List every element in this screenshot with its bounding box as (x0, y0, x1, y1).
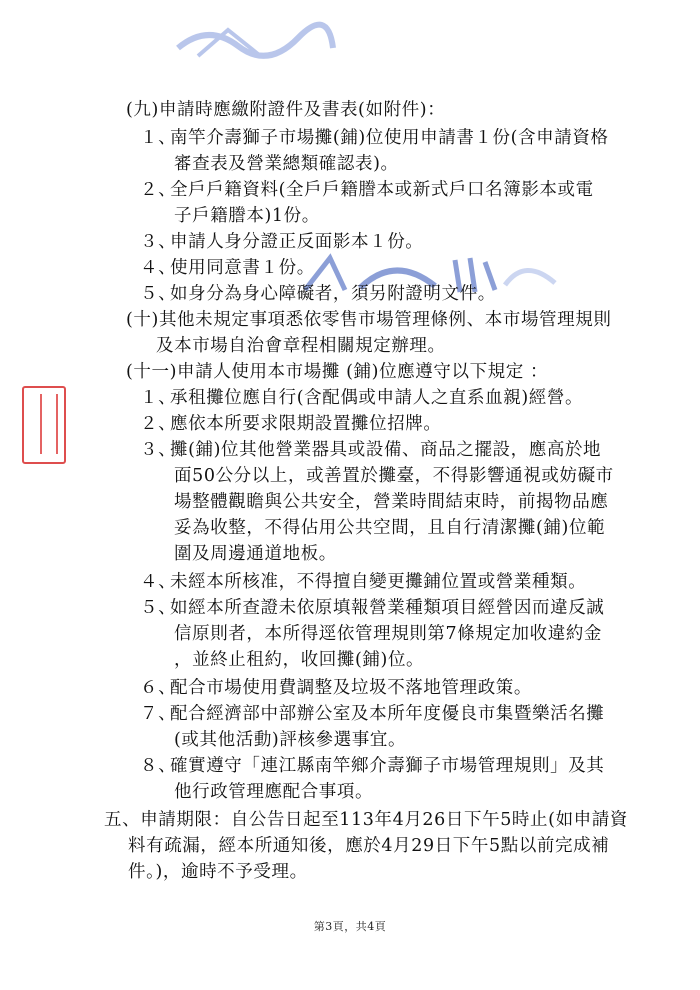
list-item: ５、如經本所查證未依原填報營業種類項目經營因而違反誠 (140, 598, 605, 618)
list-item: ５、如身分為身心障礙者，須另附證明文件。 (140, 284, 496, 304)
stamp-mark-top (168, 18, 338, 60)
text-line: 審查表及營業總類確認表)。 (174, 154, 399, 174)
list-item: １、承租攤位應自行(含配偶或申請人之直系血親)經營。 (140, 388, 584, 408)
text-line: 件。)，逾時不予受理。 (128, 862, 308, 882)
list-item: ３、攤(鋪)位其他營業器具或設備、商品之擺設，應高於地 (140, 440, 602, 460)
page-number: 第3頁，共4頁 (313, 920, 387, 933)
list-item: ２、應依本所要求限期設置攤位招牌。 (140, 414, 442, 434)
list-item: １、南竿介壽獅子市場攤(鋪)位使用申請書１份(含申請資格 (140, 128, 609, 148)
section-heading: 五、申請期限：自公告日起至113年4月26日下午5時止(如申請資 (104, 810, 628, 830)
text-line: 子戶籍謄本)1份。 (174, 206, 320, 226)
text-line: (十)其他未規定事項悉依零售市場管理條例、本市場管理規則 (126, 310, 612, 330)
list-item: ２、全戶戶籍資料(全戶戶籍謄本或新式戶口名簿影本或電 (140, 180, 594, 200)
text-line: 妥為收整，不得佔用公共空間，且自行清潔攤(鋪)位範 (174, 518, 606, 538)
list-item: ３、申請人身分證正反面影本１份。 (140, 232, 424, 252)
red-seal (22, 386, 66, 464)
text-line: 信原則者，本所得逕依管理規則第7條規定加收違約金 (174, 624, 603, 644)
text-line: 及本市場自治會章程相關規定辦理。 (156, 336, 446, 356)
text-line: ，並終止租約，收回攤(鋪)位。 (174, 650, 425, 670)
text-line: 場整體觀瞻與公共安全，營業時間結束時，前揭物品應 (174, 492, 609, 512)
text-line: 圍及周邊通道地板。 (174, 544, 337, 564)
list-item: ７、配合經濟部中部辦公室及本所年度優良市集暨樂活名攤 (140, 704, 605, 724)
text-line: (十一)申請人使用本市場攤 (鋪)位應遵守以下規定 ： (126, 362, 549, 382)
stamp-mark-right (500, 255, 560, 291)
list-item: ８、確實遵守「連江縣南竿鄉介壽獅子市場管理規則」及其 (140, 756, 605, 776)
text-line: (或其他活動)評核參選事宜。 (174, 730, 407, 750)
text-line: 面50公分以上，或善置於攤臺，不得影響通視或妨礙市 (174, 466, 614, 486)
text-line: (九)申請時應繳附證件及書表(如附件)： (126, 100, 446, 120)
list-item: ４、未經本所核准，不得擅自變更攤鋪位置或營業種類。 (140, 572, 587, 592)
text-line: 他行政管理應配合事項。 (174, 782, 374, 802)
list-item: ４、使用同意書１份。 (140, 258, 315, 278)
text-line: 料有疏漏，經本所通知後，應於4月29日下午5點以前完成補 (128, 836, 610, 856)
list-item: ６、配合市場使用費調整及垃圾不落地管理政策。 (140, 678, 532, 698)
